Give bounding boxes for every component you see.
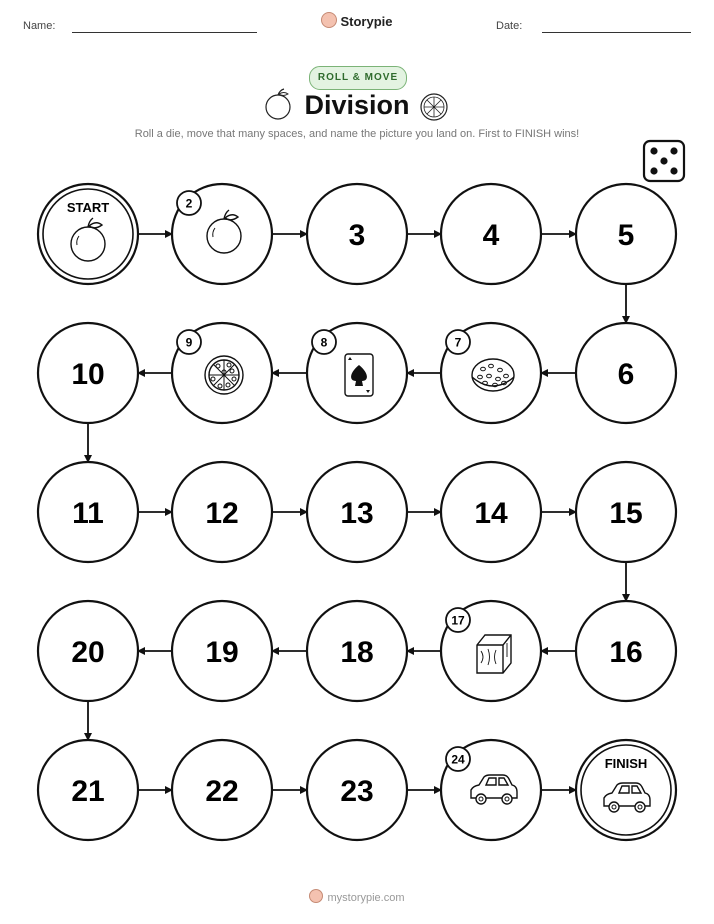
- space-number: 2: [185, 196, 193, 211]
- board-space-11[interactable]: [38, 462, 138, 562]
- die-icon[interactable]: [644, 141, 684, 181]
- space-number: 23: [340, 775, 374, 808]
- space-number: 24: [451, 752, 465, 767]
- space-number: 18: [340, 636, 374, 669]
- space-number: 22: [205, 775, 239, 808]
- title-orange-icon: [266, 89, 290, 119]
- space-number: 5: [617, 219, 635, 252]
- board-space-2[interactable]: [172, 184, 272, 284]
- start-space[interactable]: [38, 184, 138, 284]
- board-space-24[interactable]: [441, 740, 541, 840]
- space-label: FINISH: [604, 756, 648, 771]
- space-number: 4: [482, 219, 500, 252]
- space-number: 21: [71, 775, 105, 808]
- board-space-18[interactable]: [307, 601, 407, 701]
- board-space-15[interactable]: [576, 462, 676, 562]
- space-number: 16: [609, 636, 643, 669]
- title-pizza-icon: [421, 94, 447, 120]
- space-number: 17: [451, 613, 465, 628]
- board-space-4[interactable]: [441, 184, 541, 284]
- board-space-6[interactable]: [576, 323, 676, 423]
- board-space-21[interactable]: [38, 740, 138, 840]
- brand-name: Storypie: [340, 14, 393, 29]
- board-space-23[interactable]: [307, 740, 407, 840]
- title-text: Division: [304, 90, 410, 120]
- space-number: 9: [185, 335, 193, 350]
- space-number: 12: [205, 497, 239, 530]
- footer-url[interactable]: mystorypie.com: [327, 892, 405, 904]
- board-space-19[interactable]: [172, 601, 272, 701]
- space-number: 19: [205, 636, 239, 669]
- pizza-icon: [205, 356, 243, 394]
- board-space-17[interactable]: [441, 601, 541, 701]
- space-number: 11: [72, 497, 104, 530]
- board-space-12[interactable]: [172, 462, 272, 562]
- space-label: START: [66, 200, 110, 215]
- board-space-3[interactable]: [307, 184, 407, 284]
- name-label: Name:: [23, 20, 56, 32]
- space-circle: [576, 740, 676, 840]
- board-space-10[interactable]: [38, 323, 138, 423]
- board-space-8[interactable]: [307, 323, 407, 423]
- date-label: Date:: [496, 20, 523, 32]
- board-space-16[interactable]: [576, 601, 676, 701]
- space-circle: [38, 184, 138, 284]
- board-space-5[interactable]: [576, 184, 676, 284]
- board-space-9[interactable]: [172, 323, 272, 423]
- board-space-20[interactable]: [38, 601, 138, 701]
- board-space-14[interactable]: [441, 462, 541, 562]
- space-number: 15: [609, 497, 643, 530]
- roll-move-badge: ROLL & MOVE: [309, 66, 407, 90]
- space-number: 13: [340, 497, 374, 530]
- board-space-13[interactable]: [307, 462, 407, 562]
- space-number: 10: [71, 358, 105, 391]
- space-number: 20: [71, 636, 105, 669]
- space-number: 14: [474, 497, 508, 530]
- finish-space[interactable]: [576, 740, 676, 840]
- storypie-mascot-icon: [309, 889, 323, 903]
- space-number: 7: [454, 335, 462, 350]
- board-space-7[interactable]: [441, 323, 541, 423]
- board-space-22[interactable]: [172, 740, 272, 840]
- space-number: 8: [320, 335, 328, 350]
- footer: [0, 889, 714, 904]
- space-number: 6: [617, 358, 635, 391]
- space-number: 3: [348, 219, 366, 252]
- board-spaces: [38, 184, 676, 840]
- instructions: Roll a die, move that many spaces, and name the picture you land on. First to FINISH wins!: [134, 128, 580, 140]
